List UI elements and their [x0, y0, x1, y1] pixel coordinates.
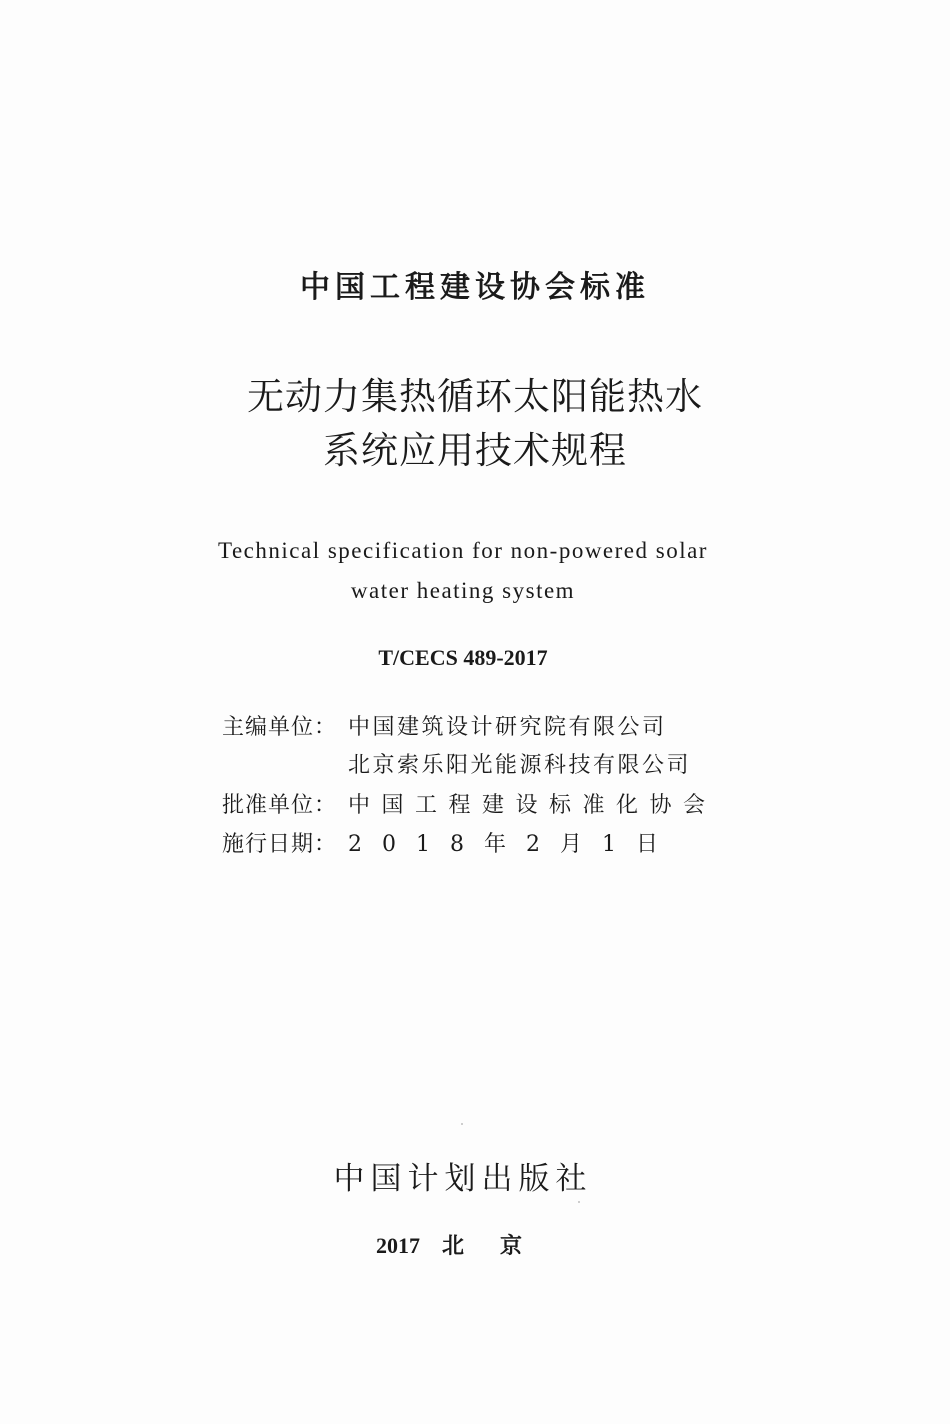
publish-line	[376, 1229, 558, 1260]
chief-editor-label: 主编单位：	[222, 715, 338, 740]
chief-editor-1: 中国建筑设计研究院有限公司	[348, 715, 667, 740]
approval-value: 中国工程建设标准化协会	[348, 793, 717, 818]
effective-date-value: 2018年2月1日	[348, 832, 678, 857]
scan-speck	[578, 1201, 580, 1203]
publish-city: 北京	[442, 1233, 559, 1259]
standard-code: T/CECS 489-2017	[378, 645, 548, 670]
scan-speck	[461, 1123, 463, 1125]
publisher-name: 中国计划出版社	[333, 1161, 593, 1197]
standard-series: 中国工程建设协会标准	[300, 270, 650, 305]
title-en-line1: Technical specification for non-powered solar	[218, 538, 708, 563]
title-cn-line1: 无动力集热循环太阳能热水	[247, 375, 703, 418]
title-cn-line2: 系统应用技术规程	[323, 429, 627, 472]
publish-year: 2017	[376, 1233, 420, 1258]
chief-editor-2: 北京索乐阳光能源科技有限公司	[348, 753, 692, 778]
effective-date-label: 施行日期：	[222, 832, 338, 857]
approval-label: 批准单位：	[222, 793, 338, 818]
title-en-line2: water heating system	[350, 578, 576, 603]
